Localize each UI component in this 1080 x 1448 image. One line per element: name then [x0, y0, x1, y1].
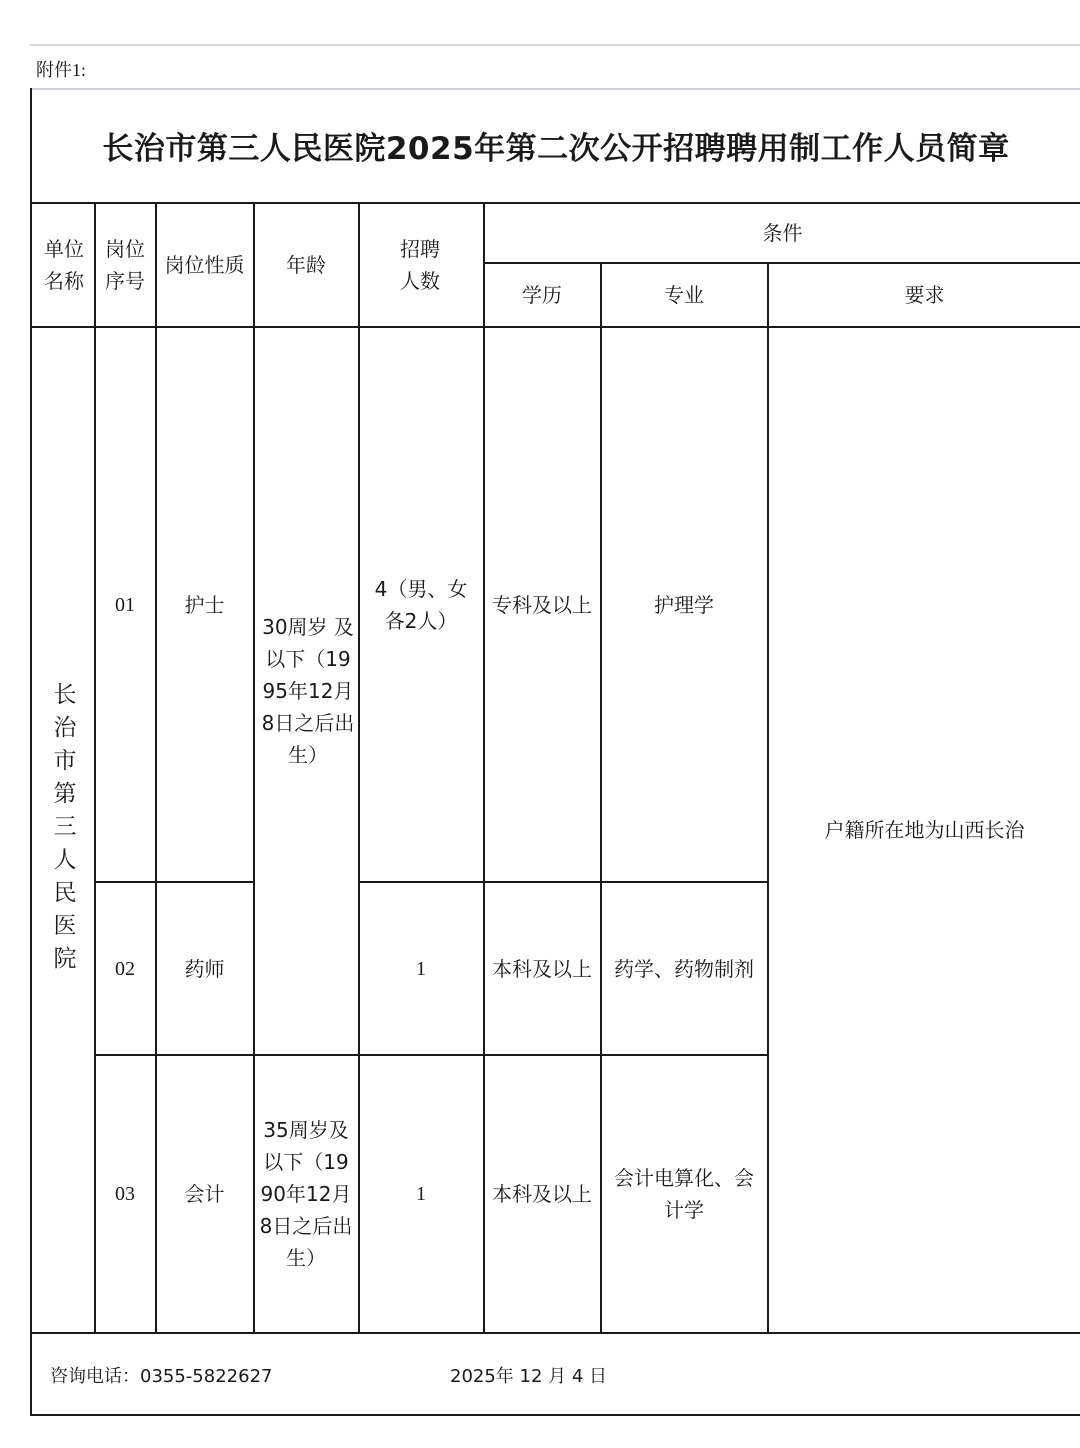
row1-education: 专科及以上 — [492, 592, 592, 617]
row3-education: 本科及以上 — [492, 1182, 592, 1206]
page-title: 长治市第三人民医院2025年第二次公开招聘聘用制工作人员简章 — [102, 130, 1010, 167]
row2-post-no: 02 — [115, 957, 135, 980]
header-age: 年龄 — [286, 253, 326, 277]
attachment-label: 附件1: — [36, 60, 87, 80]
row3-major: 会计电算化、会计学 — [614, 1166, 754, 1222]
header-requirement: 要求 — [904, 283, 945, 307]
issue-date: 2025年 12 月 4 日 — [450, 1366, 608, 1387]
row2-count: 1 — [416, 957, 426, 980]
unit-name-text: 长治市第三人民医院 — [49, 681, 76, 979]
age-group-1: 30周岁 及以下（1995年12月8日之后出生） — [261, 615, 355, 767]
table-bottom-line — [32, 1332, 1080, 1334]
header-major: 专业 — [664, 283, 704, 307]
row1-count: 4（男、女各2人） — [374, 576, 468, 633]
header-post-type: 岗位性质 — [164, 253, 245, 277]
row3-count: 1 — [416, 1183, 426, 1205]
row3-post-type: 会计 — [184, 1182, 225, 1206]
age-group-2: 35周岁及以下（1990年12月8日之后出生） — [259, 1118, 353, 1270]
header-conditions: 条件 — [762, 221, 803, 245]
requirement-cell: 户籍所在地为山西长治 — [824, 818, 1025, 842]
header-count: 招聘人数 — [400, 237, 440, 293]
row1-post-no: 01 — [115, 593, 135, 616]
row3-post-no: 03 — [115, 1183, 135, 1205]
row2-education: 本科及以上 — [492, 956, 592, 981]
row1-post-type: 护士 — [184, 592, 225, 617]
header-unit-name: 单位名称 — [44, 237, 84, 293]
unit-name-cell — [32, 328, 94, 1332]
consult-phone: 咨询电话：0355-5822627 — [50, 1366, 273, 1387]
header-education: 学历 — [522, 283, 562, 307]
page-top-rule — [30, 44, 1080, 46]
row1-major: 护理学 — [654, 592, 714, 617]
row2-post-type: 药师 — [184, 956, 225, 981]
row2-major: 药学、药物制剂 — [614, 956, 754, 981]
header-post-no: 岗位序号 — [105, 237, 145, 293]
